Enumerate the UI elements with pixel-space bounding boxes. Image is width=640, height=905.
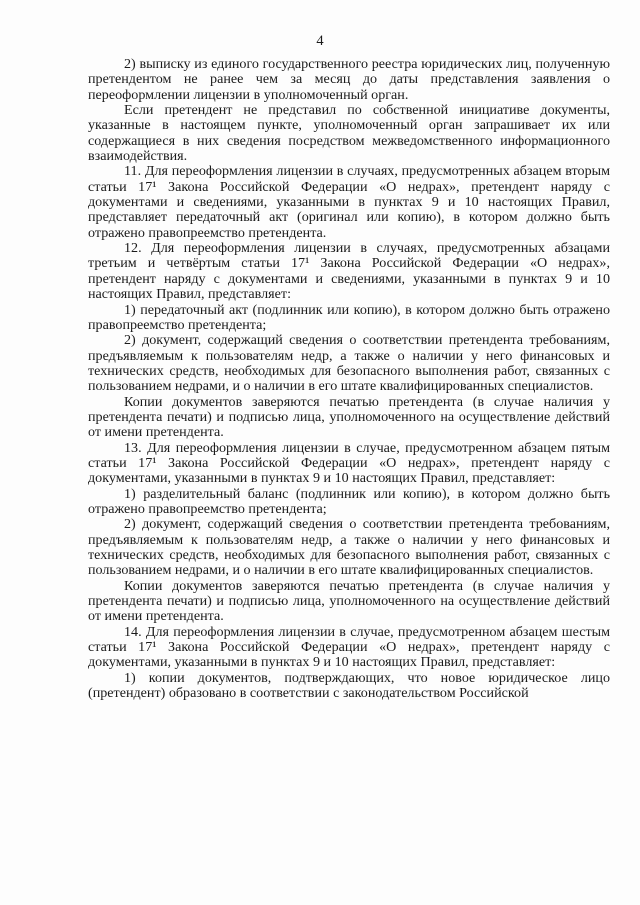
paragraph-clause-14: 14. Для переоформления лицензии в случае, предусмотренном абзацем шестым статьи 17¹ Закона Российской Федерации «О недрах», претендент наряду с документами, указанными в пунктах 9 и 10 настоящих Правил, представляет:: [88, 623, 610, 671]
paragraph-clause-12: 12. Для переоформления лицензии в случаях, предусмотренных абзацами третьим и четвёртым статьи 17¹ Закона Российской Федерации «О недрах», претендент наряду с документами и сведениями, указанными в пунктах 9 и 10 настоящих Правил, представляет:: [88, 240, 610, 303]
page-number: 4: [316, 33, 324, 49]
paragraph-clause-11: 11. Для переоформления лицензии в случаях, предусмотренных абзацем вторым статьи 17¹ Закона Российской Федерации «О недрах», претендент наряду с документами и сведениями, указанными в пунктах 9 и 10 настоящих Правил, представляет передаточный акт (оригинал или копию), в котором должно быть отражено правопреемство претендента.: [88, 163, 610, 241]
paragraph-clause-12-copies: Копии документов заверяются печатью претендента (в случае наличия у претендента печати) и подписью лица, уполномоченного на осуществление действий от имени претендента.: [88, 393, 610, 441]
paragraph-clause-13-item-2: 2) документ, содержащий сведения о соответствии претендента требованиям, предъявляемым к пользователям недр, а также о наличии у него финансовых и технических средств, необходимых для безопасного выполнения работ, связанных с пользованием недрами, и о наличии в его штате квалифицированных специалистов.: [88, 516, 610, 579]
paragraph-clause-13-copies: Копии документов заверяются печатью претендента (в случае наличия у претендента печати) и подписью лица, уполномоченного на осуществление действий от имени претендента.: [88, 577, 610, 625]
paragraph-clause-12-item-1: 1) передаточный акт (подлинник или копию), в котором должно быть отражено правопреемство претендента;: [88, 301, 610, 333]
paragraph-clause-14-item-1: 1) копии документов, подтверждающих, что новое юридическое лицо (претендент) образовано в соответствии с законодательством Российской: [88, 669, 610, 702]
paragraph-interagency-request: Если претендент не представил по собственной инициативе документы, указанные в настоящем пункте, уполномоченный орган запрашивает их или содержащиеся в них сведения посредством межведомственного информационного взаимодействия.: [88, 102, 610, 165]
document-body: [88, 57, 610, 701]
paragraph-extract-register: 2) выписку из единого государственного реестра юридических лиц, полученную претендентом не ранее чем за месяц до даты представления заявления о переоформлении лицензии в уполномоченный орган.: [88, 56, 610, 103]
paragraph-clause-13: 13. Для переоформления лицензии в случае, предусмотренном абзацем пятым статьи 17¹ Закона Российской Федерации «О недрах», претендент наряду с документами, указанными в пунктах 9 и 10 настоящих Правил, представляет:: [88, 439, 610, 487]
paragraph-clause-12-item-2: 2) документ, содержащий сведения о соответствии претендента требованиям, предъявляемым к пользователям недр, а также о наличии у него финансовых и технических средств, необходимых для безопасного выполнения работ, связанных с пользованием недрами, и о наличии в его штате квалифицированных специалистов.: [88, 332, 610, 395]
paragraph-clause-13-item-1: 1) разделительный баланс (подлинник или копию), в котором должно быть отражено правопреемство претендента;: [88, 485, 610, 517]
